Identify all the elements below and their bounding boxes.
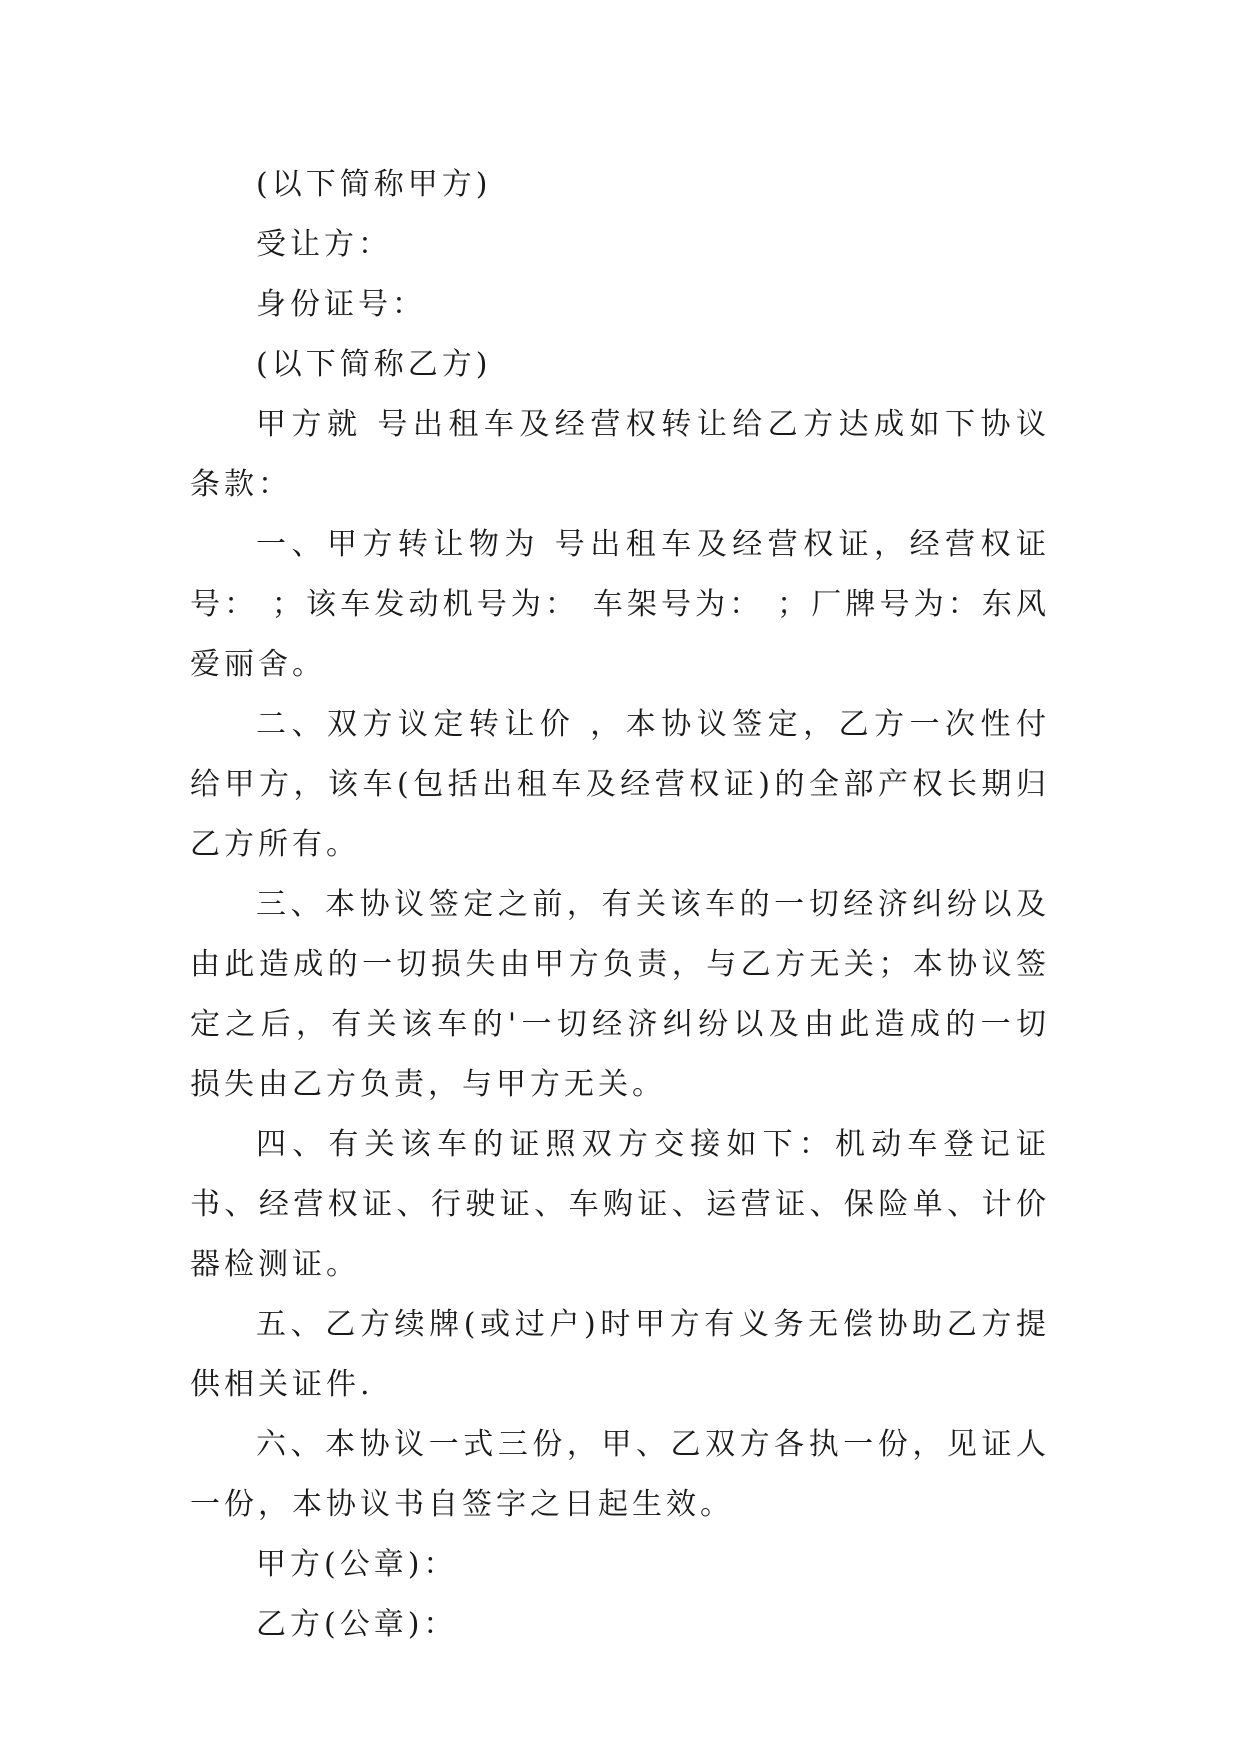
- paragraph-clause-1: 一、甲方转让物为 号出租车及经营权证，经营权证号： ；该车发动机号为： 车架号为： ；厂牌号为：东风爱丽舍。: [190, 527, 1050, 682]
- document-body: [190, 155, 1050, 1655]
- paragraph-transferee-abbrev: (以下简称乙方): [256, 347, 492, 382]
- signature-party-a: 甲方(公章)：: [256, 1547, 458, 1582]
- paragraph-clause-6: 六、本协议一式三份，甲、乙双方各执一份，见证人一份，本协议书自签字之日起生效。: [190, 1427, 1050, 1522]
- paragraph-clause-4: 四、有关该车的证照双方交接如下：机动车登记证书、经营权证、行驶证、车购证、运营证、保险单、计价器检测证。: [190, 1127, 1050, 1282]
- paragraph-clause-2: 二、双方议定转让价 ，本协议签定，乙方一次性付给甲方，该车(包括出租车及经营权证)的全部产权长期归乙方所有。: [190, 707, 1050, 862]
- paragraph-clause-5: 五、乙方续牌(或过户)时甲方有义务无偿协助乙方提供相关证件.: [190, 1307, 1050, 1402]
- signature-party-b: 乙方(公章)：: [256, 1607, 458, 1642]
- paragraph-transferor-abbrev: (以下简称甲方): [256, 167, 492, 202]
- paragraph-transferee: 受让方：: [256, 227, 392, 262]
- paragraph-id-number: 身份证号：: [256, 287, 426, 322]
- paragraph-intro: 甲方就 号出租车及经营权转让给乙方达成如下协议条款：: [190, 407, 1050, 502]
- paragraph-clause-3: 三、本协议签定之前，有关该车的一切经济纠纷以及由此造成的一切损失由甲方负责，与乙方无关；本协议签定之后，有关该车的'一切经济纠纷以及由此造成的一切损失由乙方负责，与甲方无关。: [190, 887, 1050, 1102]
